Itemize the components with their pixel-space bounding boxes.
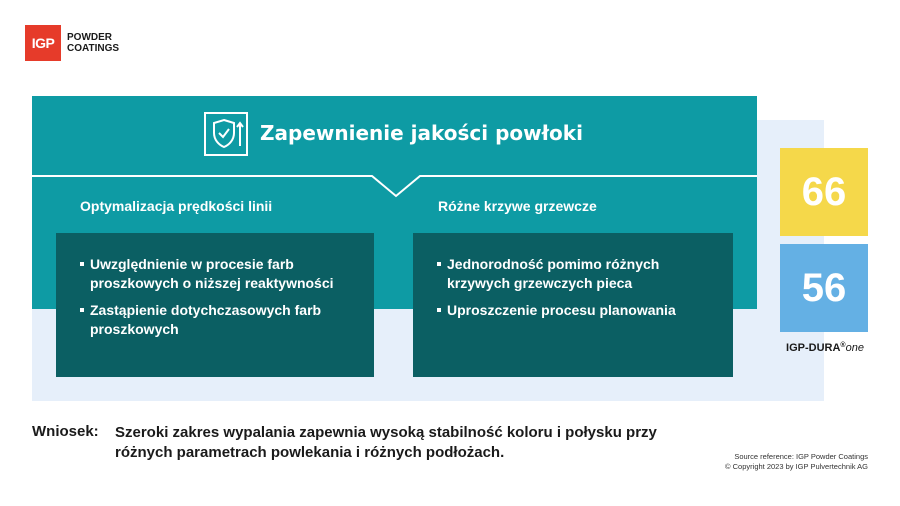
- shield-check-arrows-icon: [204, 112, 248, 156]
- product-brand: IGP-DURA: [786, 342, 841, 354]
- divider-chevron: [32, 170, 757, 200]
- right-bullet-box: [413, 233, 733, 377]
- list-item: Jednorodność pomimo różnych krzywych grzewczych pieca: [437, 255, 713, 293]
- conclusion-label: Wniosek:: [32, 423, 99, 440]
- list-item: Uproszczenie procesu planowania: [437, 301, 713, 320]
- list-item: Zastąpienie dotychczasowych farb proszkowych: [80, 301, 354, 339]
- right-bullet-list: [437, 255, 713, 320]
- source-reference: [725, 452, 868, 472]
- left-bullet-box: [56, 233, 374, 377]
- badge-56: 56: [780, 244, 868, 332]
- source-line-1: Source reference: IGP Powder Coatings: [734, 452, 868, 461]
- badge-66: 66: [780, 148, 868, 236]
- logo-text: [67, 32, 119, 54]
- left-bullet-list: [80, 255, 354, 339]
- source-line-2: © Copyright 2023 by IGP Pulvertechnik AG: [725, 462, 868, 471]
- product-suffix: one: [845, 342, 864, 354]
- list-item: Uwzględnienie w procesie farb proszkowych o niższej reaktywności: [80, 255, 354, 293]
- right-column-heading: Różne krzywe grzewcze: [438, 198, 597, 214]
- igp-logo: [25, 25, 119, 61]
- registered-mark: ®: [840, 342, 846, 349]
- logo-line-2: COATINGS: [67, 43, 120, 54]
- logo-line-1: POWDER: [67, 32, 112, 43]
- conclusion-text: Szeroki zakres wypalania zapewnia wysoką stabilność koloru i połysku przy różnych parametrach powlekania i różnych podłożach.: [115, 424, 657, 461]
- product-name: [780, 342, 870, 354]
- left-column-heading: Optymalizacja prędkości linii: [80, 198, 273, 214]
- main-title: Zapewnienie jakości powłoki: [260, 121, 583, 145]
- logo-mark: IGP: [25, 25, 61, 61]
